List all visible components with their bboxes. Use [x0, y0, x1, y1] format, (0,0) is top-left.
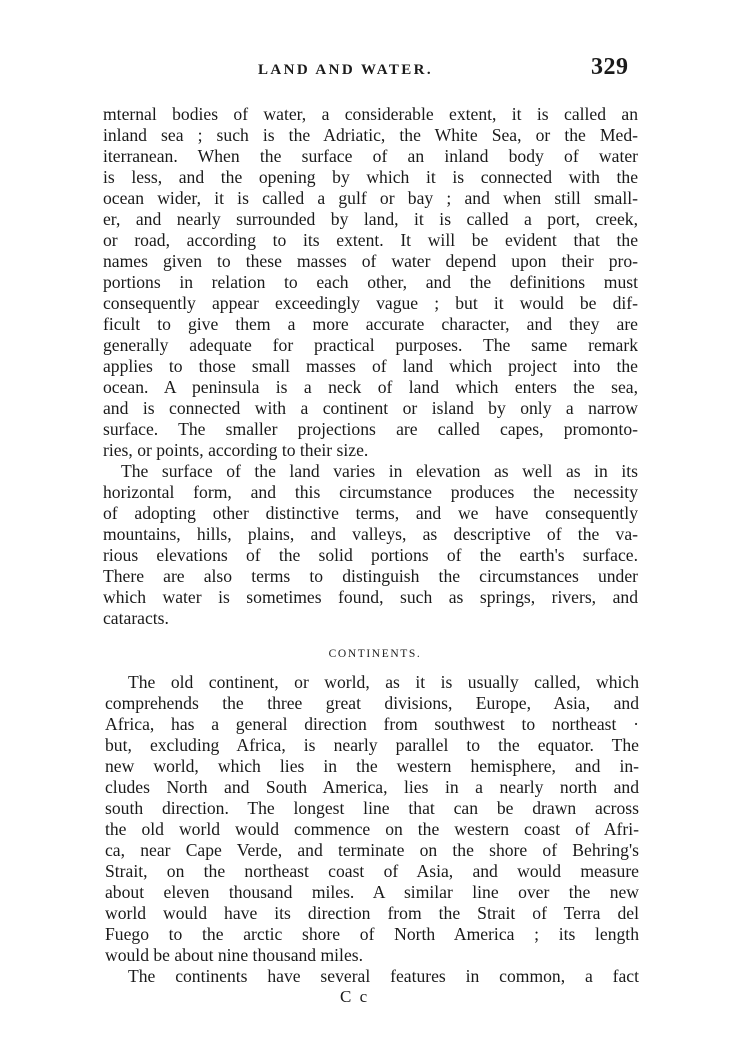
text-line: or road, according to its extent. It will be evident that the — [103, 230, 638, 250]
text-line: There are also terms to distinguish the circumstances under — [103, 566, 638, 586]
text-line: rious elevations of the solid portions of the earth's surface. — [103, 545, 638, 565]
text-line: names given to these masses of water depend upon their pro- — [103, 251, 638, 271]
text-line: ficult to give them a more accurate character, and they are — [103, 314, 638, 334]
text-line: mternal bodies of water, a considerable extent, it is called an — [103, 104, 638, 124]
text-line: but, excluding Africa, is nearly parallel to the equator. The — [105, 735, 639, 755]
text-line: The old continent, or world, as it is usually called, which — [128, 672, 639, 692]
text-line: The surface of the land varies in elevation as well as in its — [121, 461, 638, 481]
text-line: of adopting other distinctive terms, and we have consequently — [103, 503, 638, 523]
text-line: Fuego to the arctic shore of North America ; its length — [105, 924, 639, 944]
text-line: is less, and the opening by which it is connected with the — [103, 167, 638, 187]
text-line: about eleven thousand miles. A similar line over the new — [105, 882, 639, 902]
text-line: cludes North and South America, lies in a nearly north and — [105, 777, 639, 797]
page-number: 329 — [591, 54, 629, 80]
text-line: surface. The smaller projections are called capes, promonto- — [103, 419, 638, 439]
text-line: er, and nearly surrounded by land, it is called a port, creek, — [103, 209, 638, 229]
text-line: comprehends the three great divisions, Europe, Asia, and — [105, 693, 639, 713]
signature-mark: C c — [340, 987, 370, 1006]
text-line: applies to those small masses of land which project into the — [103, 356, 638, 376]
text-line: would be about nine thousand miles. — [105, 945, 364, 965]
text-line: mountains, hills, plains, and valleys, as descriptive of the va- — [103, 524, 638, 544]
text-line: Africa, has a general direction from southwest to northeast · — [105, 714, 639, 734]
text-line: generally adequate for practical purposes. The same remark — [103, 335, 638, 355]
text-line: cataracts. — [103, 608, 169, 628]
text-line: which water is sometimes found, such as springs, rivers, and — [103, 587, 638, 607]
text-line: portions in relation to each other, and the definitions must — [103, 272, 638, 292]
text-line: south direction. The longest line that can be drawn across — [105, 798, 639, 818]
text-line: ca, near Cape Verde, and terminate on the shore of Behring's — [105, 840, 639, 860]
text-line: world would have its direction from the Strait of Terra del — [105, 903, 639, 923]
text-line: Strait, on the northeast coast of Asia, and would measure — [105, 861, 639, 881]
text-line: consequently appear exceedingly vague ; but it would be dif- — [103, 293, 638, 313]
text-line: iterranean. When the surface of an inland body of water — [103, 146, 638, 166]
text-line: horizontal form, and this circumstance produces the necessity — [103, 482, 638, 502]
text-line: and is connected with a continent or island by only a narrow — [103, 398, 638, 418]
text-line: ocean. A peninsula is a neck of land which enters the sea, — [103, 377, 638, 397]
text-line: ries, or points, according to their size. — [103, 440, 369, 460]
text-line: new world, which lies in the western hemisphere, and in- — [105, 756, 639, 776]
section-heading: CONTINENTS. — [328, 648, 422, 660]
text-line: inland sea ; such is the Adriatic, the White Sea, or the Med- — [103, 125, 638, 145]
text-line: The continents have several features in common, a fact — [128, 966, 639, 986]
text-line: ocean wider, it is called a gulf or bay ; and when still small- — [103, 188, 638, 208]
running-title: LAND AND WATER. — [258, 62, 434, 78]
text-line: the old world would commence on the western coast of Afri- — [105, 819, 639, 839]
